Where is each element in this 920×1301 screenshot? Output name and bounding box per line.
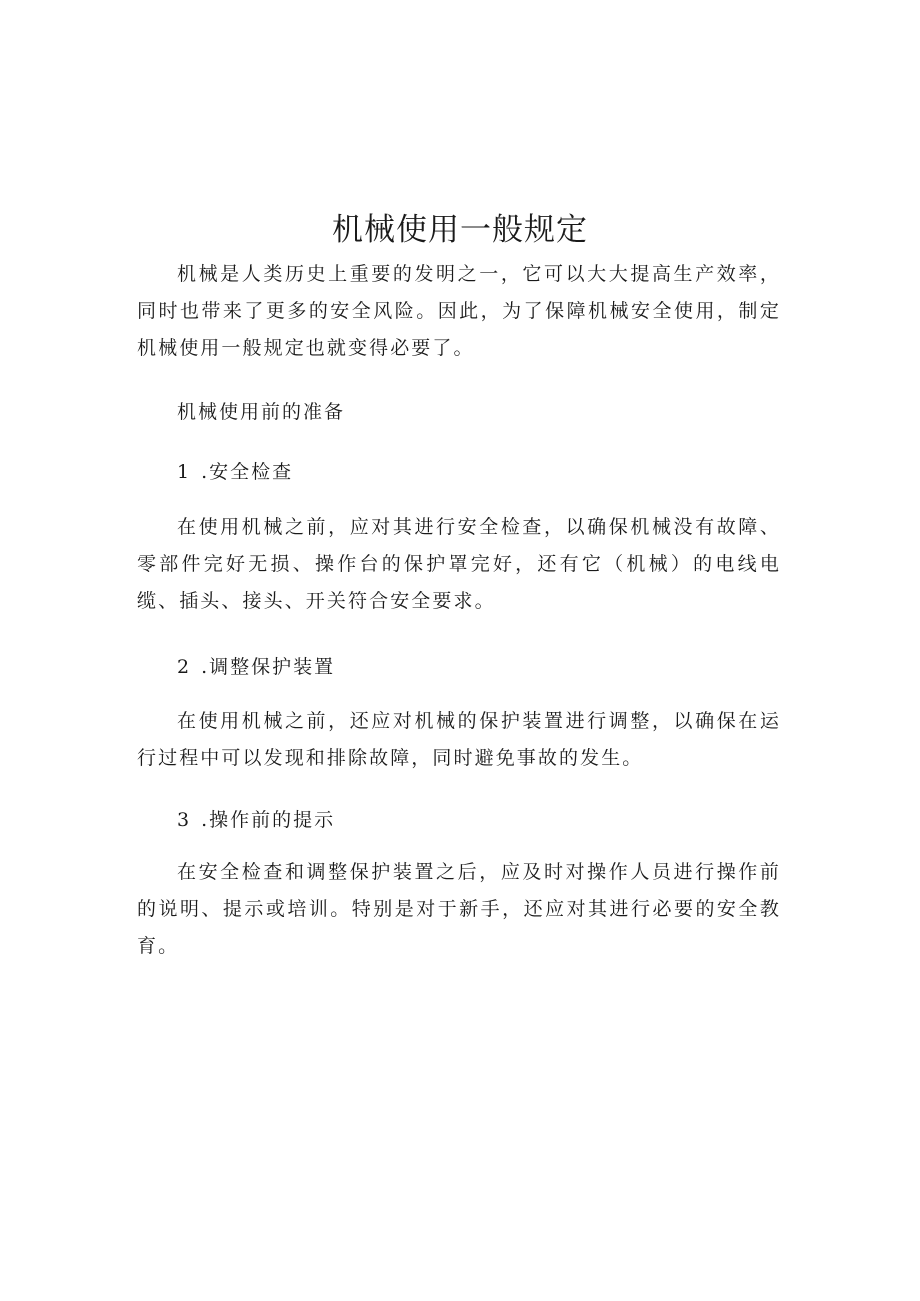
item-1-number: 1	[177, 461, 192, 483]
item-1-heading	[177, 454, 293, 491]
intro-paragraph: 机械是人类历史上重要的发明之一，它可以大大提高生产效率，同时也带来了更多的安全风险。因此，为了保障机械安全使用，制定机械使用一般规定也就变得必要了。	[137, 263, 781, 359]
item-1-title: .安全检查	[201, 461, 294, 483]
item-2-number: 2	[177, 656, 192, 678]
item-1-body: 在使用机械之前，应对其进行安全检查，以确保机械没有故障、零部件完好无损、操作台的保护罩完好，还有它（机械）的电线电缆、插头、接头、开关符合安全要求。	[137, 516, 781, 612]
item-2-heading	[177, 649, 335, 686]
item-2-body: 在使用机械之前，还应对机械的保护装置进行调整，以确保在运行过程中可以发现和排除故障，同时避免事故的发生。	[137, 710, 781, 769]
document-title: 机械使用一般规定	[332, 212, 588, 248]
item-3-number: 3	[177, 809, 192, 831]
item-3-title: .操作前的提示	[201, 809, 336, 831]
item-3-heading	[177, 802, 335, 839]
item-3-body: 在安全检查和调整保护装置之后，应及时对操作人员进行操作前的说明、提示或培训。特别是对于新手，还应对其进行必要的安全教育。	[137, 861, 781, 957]
item-2-title: .调整保护装置	[201, 656, 336, 678]
section-heading: 机械使用前的准备	[177, 401, 346, 423]
